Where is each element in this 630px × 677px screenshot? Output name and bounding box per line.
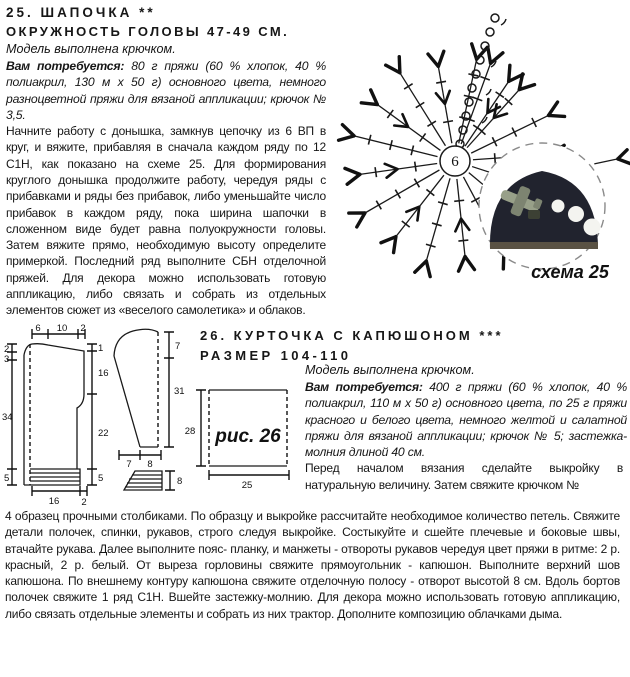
- pattern-25-model-note: Модель выполнена крючком.: [6, 42, 176, 56]
- svg-text:6: 6: [35, 324, 41, 334]
- chart-caption: схема 25: [531, 262, 609, 282]
- pattern-26-header: [200, 326, 630, 365]
- hat-photo: [479, 143, 605, 269]
- svg-text:25: 25: [241, 480, 253, 491]
- materials-text: 400 г пряжи (60 % хлопок, 40 % полиакрил, 110 м х 50 г) основного цвета, по 25 г пряжи красного и белого цвета, немного желтой и салатной пряжи для вязаной аппликации; крючок № 5; застежка-молния длиной 40 см.: [305, 380, 627, 460]
- pattern-26-model-note: Модель выполнена крючком.: [305, 363, 475, 377]
- dim-body-bottom: [32, 486, 87, 508]
- svg-text:16: 16: [48, 496, 60, 507]
- svg-text:3: 3: [4, 354, 10, 365]
- dim-body-right: [87, 343, 109, 485]
- svg-text:8: 8: [147, 459, 153, 470]
- section-jacket: [0, 322, 630, 677]
- pattern-26-instructions-start: Перед началом вязания сделайте выкройку в натуральную величину. Затем свяжите крючком №: [305, 461, 623, 492]
- crochet-chart-figure: [330, 3, 630, 293]
- pattern-26-size: РАЗМЕР 104-110: [200, 348, 352, 363]
- svg-text:7: 7: [126, 459, 132, 470]
- materials-label: Вам потребуется:: [305, 380, 423, 395]
- schematic-cuff-piece: [124, 471, 162, 490]
- section-hat: [0, 0, 630, 319]
- chart-edge-stitch: [593, 150, 630, 171]
- schematic-hood-piece: [209, 390, 287, 466]
- chart-center-ring: [440, 146, 470, 176]
- pattern-26-title: 26. КУРТОЧКА С КАПЮШОНОМ ***: [200, 328, 504, 343]
- dim-hood-left: [185, 390, 206, 466]
- chain-stitches-icon: [456, 14, 506, 148]
- dim-cuff-right: [165, 471, 182, 490]
- dim-hood-bottom: [209, 470, 289, 491]
- svg-text:34: 34: [2, 412, 13, 423]
- schematic-sleeve-piece: [114, 329, 158, 447]
- svg-text:22: 22: [98, 428, 109, 439]
- chart-center-label: 6: [451, 154, 459, 170]
- pattern-26-materials: [305, 379, 627, 460]
- figure-label: рис. 26: [215, 426, 281, 447]
- svg-text:2: 2: [81, 497, 87, 508]
- pattern-26-full-width: [5, 508, 624, 622]
- pattern-25-title: 25. ШАПОЧКА **: [6, 5, 156, 20]
- svg-text:8: 8: [177, 476, 183, 487]
- dim-body-left: [2, 344, 17, 485]
- pattern-25-instructions: Начните работу с донышка, замкнув цепочку из 6 ВП в круг, и вяжите, прибавляя в сначала каждом ряду по 12 С1Н, как показано на схеме 25. Для формирования круглого донышка продолжите работу, чередуя ряды с прибавками и ряды без прибавок, либо уменьшайте число прибавок в каждом ряду, пока ширина шапочки в сложенном виде будет равна полуокружности головы. Затем вяжите прямо, необходимую высоту определите примеркой. Последний ряд выполните СБН отделочной пряжей. Для декора можно использовать готовую аппликацию, либо связать и собрать из отдельных элементов сюжет из «веселого самолетика» и облаков.: [6, 124, 326, 318]
- pattern-26-instructions-rest: 4 образец прочными столбиками. По образцу и выкройке рассчитайте необходимое количество петель. Свяжите детали полочек, спинки, рукавов, строго следуя выкройке. Состыкуйте и сшейте плечевые и боковые швы, втачайте рукава. Далее выполните пояс- планку, и манжеты - отвороты рукавов чередуя цвет пряжи в ритме: 2 р. красный, 2 р. белый. От выреза горловины свяжите прямоугольник - капюшон. Выполните верхний шов капюшона. По внешнему контуру капюшона свяжите отделочную полосу - отворот высотой 8 см. Вдоль бортов полочек свяжите 1 ряд С1Н. Вшейте застежку-молнию. Для декора можно использовать готовую аппликацию, либо связать отдельные элементы и собрать из них трактор. Дополните композицию облачками дыма.: [5, 509, 620, 621]
- materials-label: Вам потребуется:: [6, 59, 125, 74]
- svg-text:31: 31: [174, 386, 185, 397]
- schematic-body-piece: [24, 344, 84, 485]
- svg-text:5: 5: [98, 473, 104, 484]
- dim-sleeve-right: [164, 332, 185, 447]
- crochet-chart: [330, 3, 630, 293]
- dim-sleeve-bottom: [119, 450, 161, 470]
- pattern-26-right-column: [305, 361, 627, 493]
- svg-text:1: 1: [98, 343, 104, 354]
- svg-text:10: 10: [56, 324, 68, 334]
- svg-text:28: 28: [184, 426, 196, 437]
- svg-text:16: 16: [98, 368, 109, 379]
- hat-brim: [490, 242, 598, 249]
- svg-text:2: 2: [80, 324, 86, 334]
- svg-text:5: 5: [4, 473, 10, 484]
- pattern-25-subtitle: ОКРУЖНОСТЬ ГОЛОВЫ 47-49 СМ.: [6, 24, 290, 39]
- svg-text:7: 7: [175, 341, 181, 352]
- svg-text:2: 2: [4, 344, 10, 355]
- materials-text: 80 г пряжи (60 % хлопок, 40 % полиакрил, 130 м х 50 г) основного цвета, немного разноцветной пряжи для вязаной аппликации; крючок № 3,5.: [6, 59, 326, 122]
- dim-body-top: [32, 324, 86, 339]
